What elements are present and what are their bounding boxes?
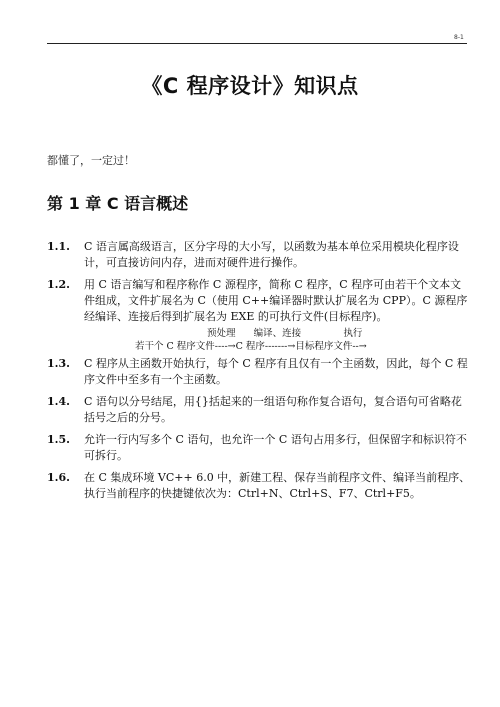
item-number: 1.5.	[47, 433, 70, 446]
item-text: C 程序从主函数开始执行，每个 C 程序有且仅有一个主函数，因此，每个 C 程序文件中至多有一个主函数。	[84, 357, 468, 386]
list-item	[47, 239, 472, 271]
item-number: 1.6.	[47, 471, 70, 484]
flow-file-chain: 若干个 C 程序文件----→C 程序-------→目标程序文件--→	[135, 341, 367, 352]
document-title: 《C 程序设计》知识点	[141, 74, 359, 98]
knowledge-list	[47, 239, 472, 502]
item-text: C 语言属高级语言，区分字母的大小写，以函数为基本单位采用模块化程序设计，可直接访问内存，进而对硬件进行操作。	[84, 240, 459, 269]
item-number: 1.1.	[47, 240, 70, 253]
intro-text: 都懂了，一定过！	[47, 154, 135, 167]
item-number: 1.2.	[47, 278, 70, 291]
list-item	[47, 277, 472, 325]
flow-stage-labels: 预处理 编译、连接 执行	[207, 328, 363, 339]
item-text: 在 C 集成环境 VC++ 6.0 中，新建工程、保存当前程序文件、编译当前程序、执行当前程序的快捷键依次为：Ctrl+N、Ctrl+S、F7、Ctrl+F5。	[84, 471, 471, 500]
item-number: 1.3.	[47, 357, 70, 370]
item-number: 1.4.	[47, 395, 70, 408]
item-text: 用 C 语言编写和程序称作 C 源程序，简称 C 程序，C 程序可由若干个文本文件组成，文件扩展名为 C（使用 C++编译器时默认扩展名为 CPP）。C 源程序经编译、连接后得到扩展名为 EXE 的可执行文件(目标程序)。	[84, 278, 468, 323]
list-item	[47, 394, 472, 426]
item-text: 允许一行内写多个 C 语句，也允许一个 C 语句占用多行，但保留字和标识符不可拆行。	[84, 433, 467, 462]
header-mark: 8-1	[454, 34, 464, 41]
list-item	[47, 356, 472, 388]
item-text: C 语句以分号结尾，用{}括起来的一组语句称作复合语句，复合语句可省略花括号之后的分号。	[84, 395, 462, 424]
list-item	[47, 470, 472, 502]
list-item	[47, 432, 472, 464]
header-rule	[47, 43, 467, 44]
chapter-heading: 第 1 章 C 语言概述	[47, 194, 189, 213]
compile-flow-diagram	[47, 325, 472, 356]
